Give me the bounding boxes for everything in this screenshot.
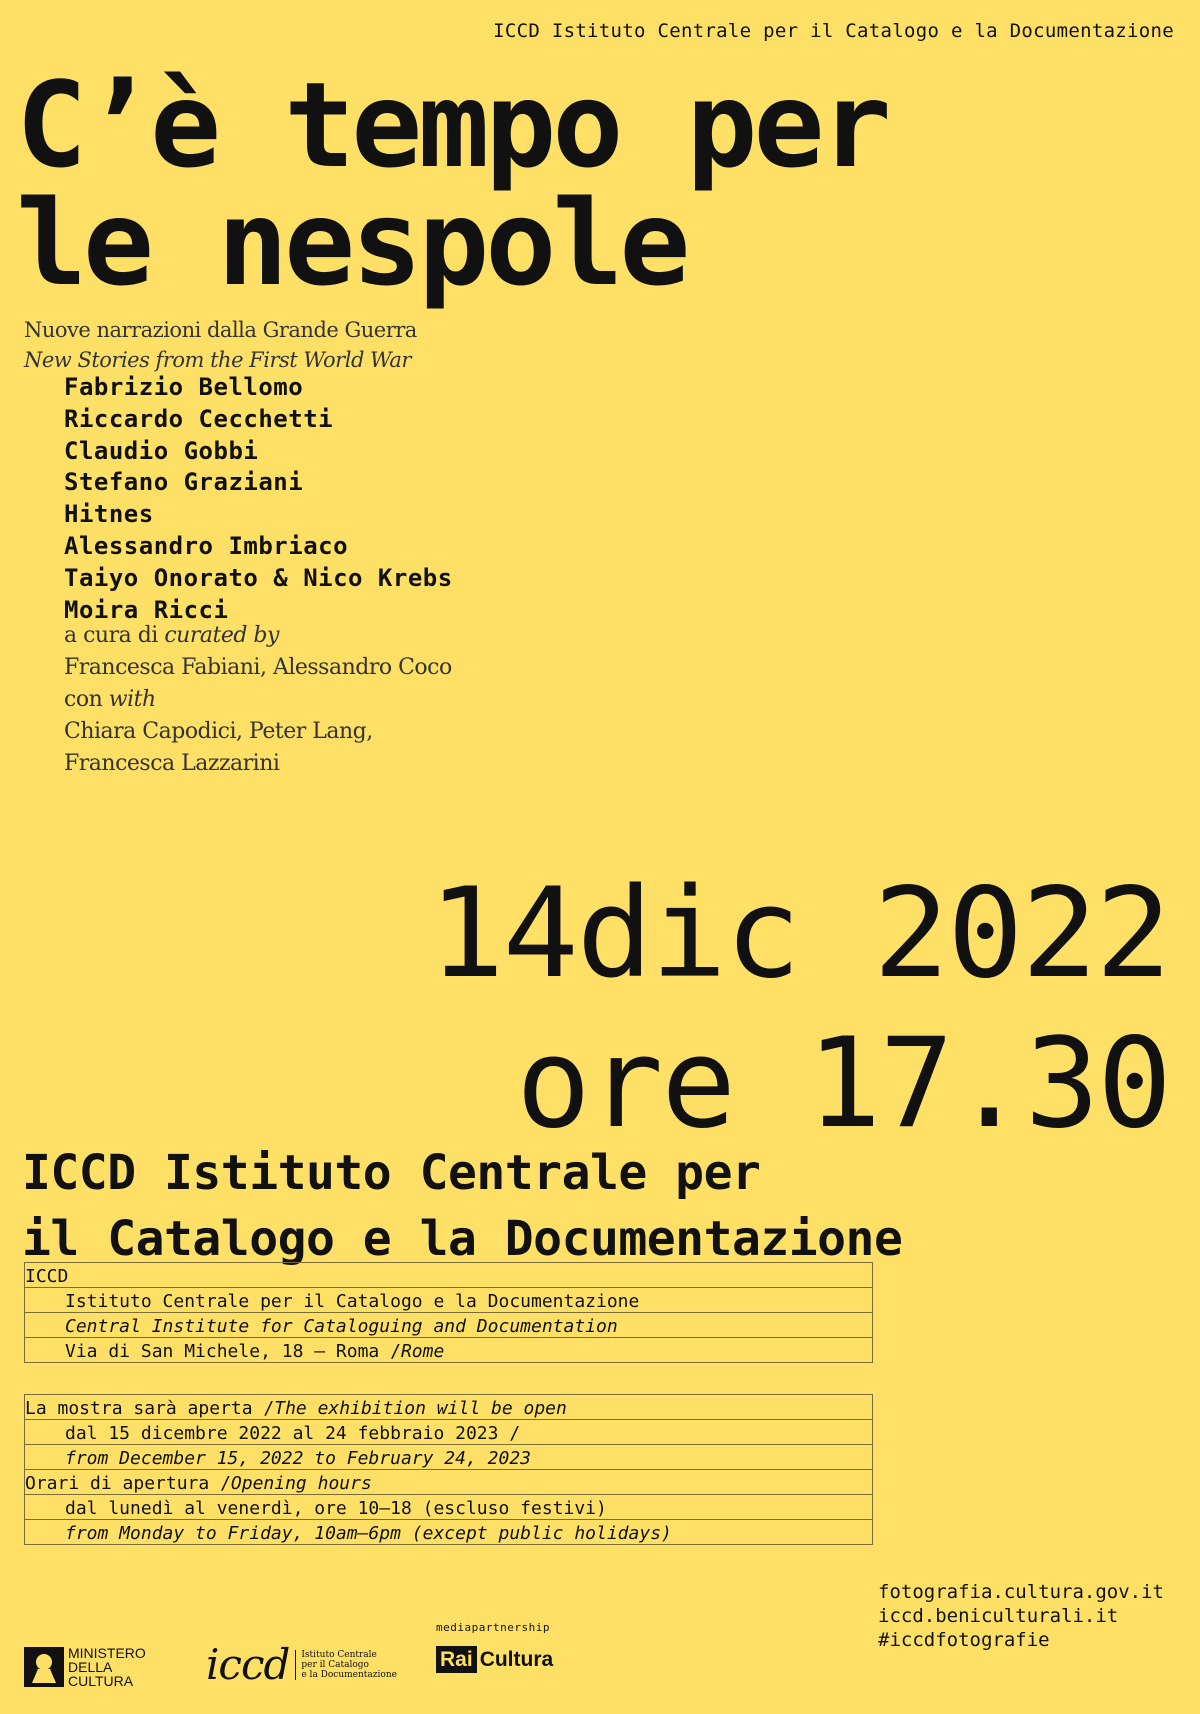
schedule-en: from Monday to Friday, 10am–6pm (except public holidays): [65, 1523, 672, 1544]
rai-mark: Rai: [436, 1646, 477, 1673]
artist-list: [64, 372, 453, 626]
artist-item: Stefano Graziani: [64, 468, 304, 497]
collaborator-names-2: Francesca Lazzarini: [64, 751, 280, 776]
web-links: [878, 1580, 1164, 1652]
rai-cultura-text: Cultura: [479, 1647, 554, 1671]
artist-item: Riccardo Cecchetti: [64, 404, 334, 433]
title-line-2: le nespole: [16, 174, 687, 312]
hours-row: [24, 1520, 873, 1545]
dates-en: from December 15, 2022 to February 24, 2023: [65, 1448, 531, 1469]
hours-row: [24, 1395, 873, 1420]
event-date: 14dic 2022: [428, 862, 1170, 1006]
dates-it: dal 15 dicembre 2022 al 24 febbraio 2023 /: [65, 1423, 521, 1444]
open-label-en: The exhibition will be open: [274, 1398, 567, 1419]
hours-table: [24, 1394, 873, 1545]
address-row: [24, 1338, 873, 1363]
collaborator-names-1: Chiara Capodici, Peter Lang,: [64, 719, 373, 744]
hours-row: [24, 1495, 873, 1520]
address-row: [24, 1288, 873, 1313]
artist-item: Moira Ricci: [64, 595, 229, 624]
mic-emblem-icon: [24, 1647, 64, 1687]
venue-heading: [22, 1140, 902, 1272]
address-abbr: ICCD: [25, 1266, 69, 1287]
address-table: [24, 1262, 873, 1363]
venue-heading-line-1: ICCD Istituto Centrale per: [22, 1145, 761, 1201]
schedule-it: dal lunedì al venerdì, ore 10–18 (escluso festivi): [65, 1498, 607, 1519]
mic-text-2: DELLA: [68, 1659, 113, 1675]
artist-item: Fabrizio Bellomo: [64, 373, 304, 401]
iccd-sub-1: Istituto Centrale: [301, 1650, 377, 1660]
artist-item: Alessandro Imbriaco: [64, 531, 349, 560]
address-street: Via di San Michele, 18 — Roma /: [65, 1341, 401, 1362]
iccd-sub-3: e la Documentazione: [301, 1670, 397, 1680]
hashtag: #iccdfotografie: [878, 1629, 1050, 1651]
with-label-en: with: [108, 687, 156, 712]
address-row: [24, 1263, 873, 1288]
open-label-it: La mostra sarà aperta /: [25, 1398, 275, 1419]
hours-row: [24, 1420, 873, 1445]
artist-item: Claudio Gobbi: [64, 436, 259, 465]
curators-block: [64, 620, 452, 780]
hours-label-it: Orari di apertura /: [25, 1473, 231, 1494]
link-iccd[interactable]: iccd.beniculturali.it: [878, 1605, 1119, 1627]
artist-item: Taiyo Onorato & Nico Krebs: [64, 563, 453, 592]
hours-row: [24, 1445, 873, 1470]
exhibition-title: [16, 56, 888, 312]
curated-by-label-en: curated by: [164, 623, 279, 648]
mic-text-1: MINISTERO: [68, 1645, 146, 1661]
address-name-it: Istituto Centrale per il Catalogo e la Documentazione: [65, 1291, 640, 1312]
curated-by-label-it: a cura di: [64, 623, 158, 648]
iccd-logo: [206, 1640, 397, 1689]
address-row: [24, 1313, 873, 1338]
subtitle-english: New Stories from the First World War: [24, 348, 411, 372]
hours-row: [24, 1470, 873, 1495]
address-name-en: Central Institute for Cataloguing and Documentation: [65, 1316, 618, 1337]
mic-text-3: CULTURA: [68, 1673, 134, 1689]
ministero-cultura-logo: [24, 1646, 146, 1688]
title-line-1: C’è tempo per: [16, 56, 888, 194]
curator-names: Francesca Fabiani, Alessandro Coco: [64, 655, 452, 680]
mediapartner-label: mediapartnership: [436, 1621, 550, 1634]
address-city-en: Rome: [400, 1341, 445, 1362]
event-time: ore 17.30: [516, 1012, 1170, 1156]
artist-item: Hitnes: [64, 500, 154, 529]
iccd-mark: iccd: [206, 1640, 290, 1689]
rai-cultura-logo: [436, 1646, 553, 1673]
hours-label-en: Opening hours: [230, 1473, 372, 1494]
header-institution: ICCD Istituto Centrale per il Catalogo e la Documentazione: [493, 20, 1174, 42]
with-label-it: con: [64, 687, 103, 712]
subtitle-italian: Nuove narrazioni dalla Grande Guerra: [24, 318, 417, 342]
link-fotografia[interactable]: fotografia.cultura.gov.it: [878, 1581, 1164, 1603]
iccd-sub-2: per il Catalogo: [301, 1660, 369, 1670]
venue-heading-line-2: il Catalogo e la Documentazione: [22, 1211, 903, 1267]
